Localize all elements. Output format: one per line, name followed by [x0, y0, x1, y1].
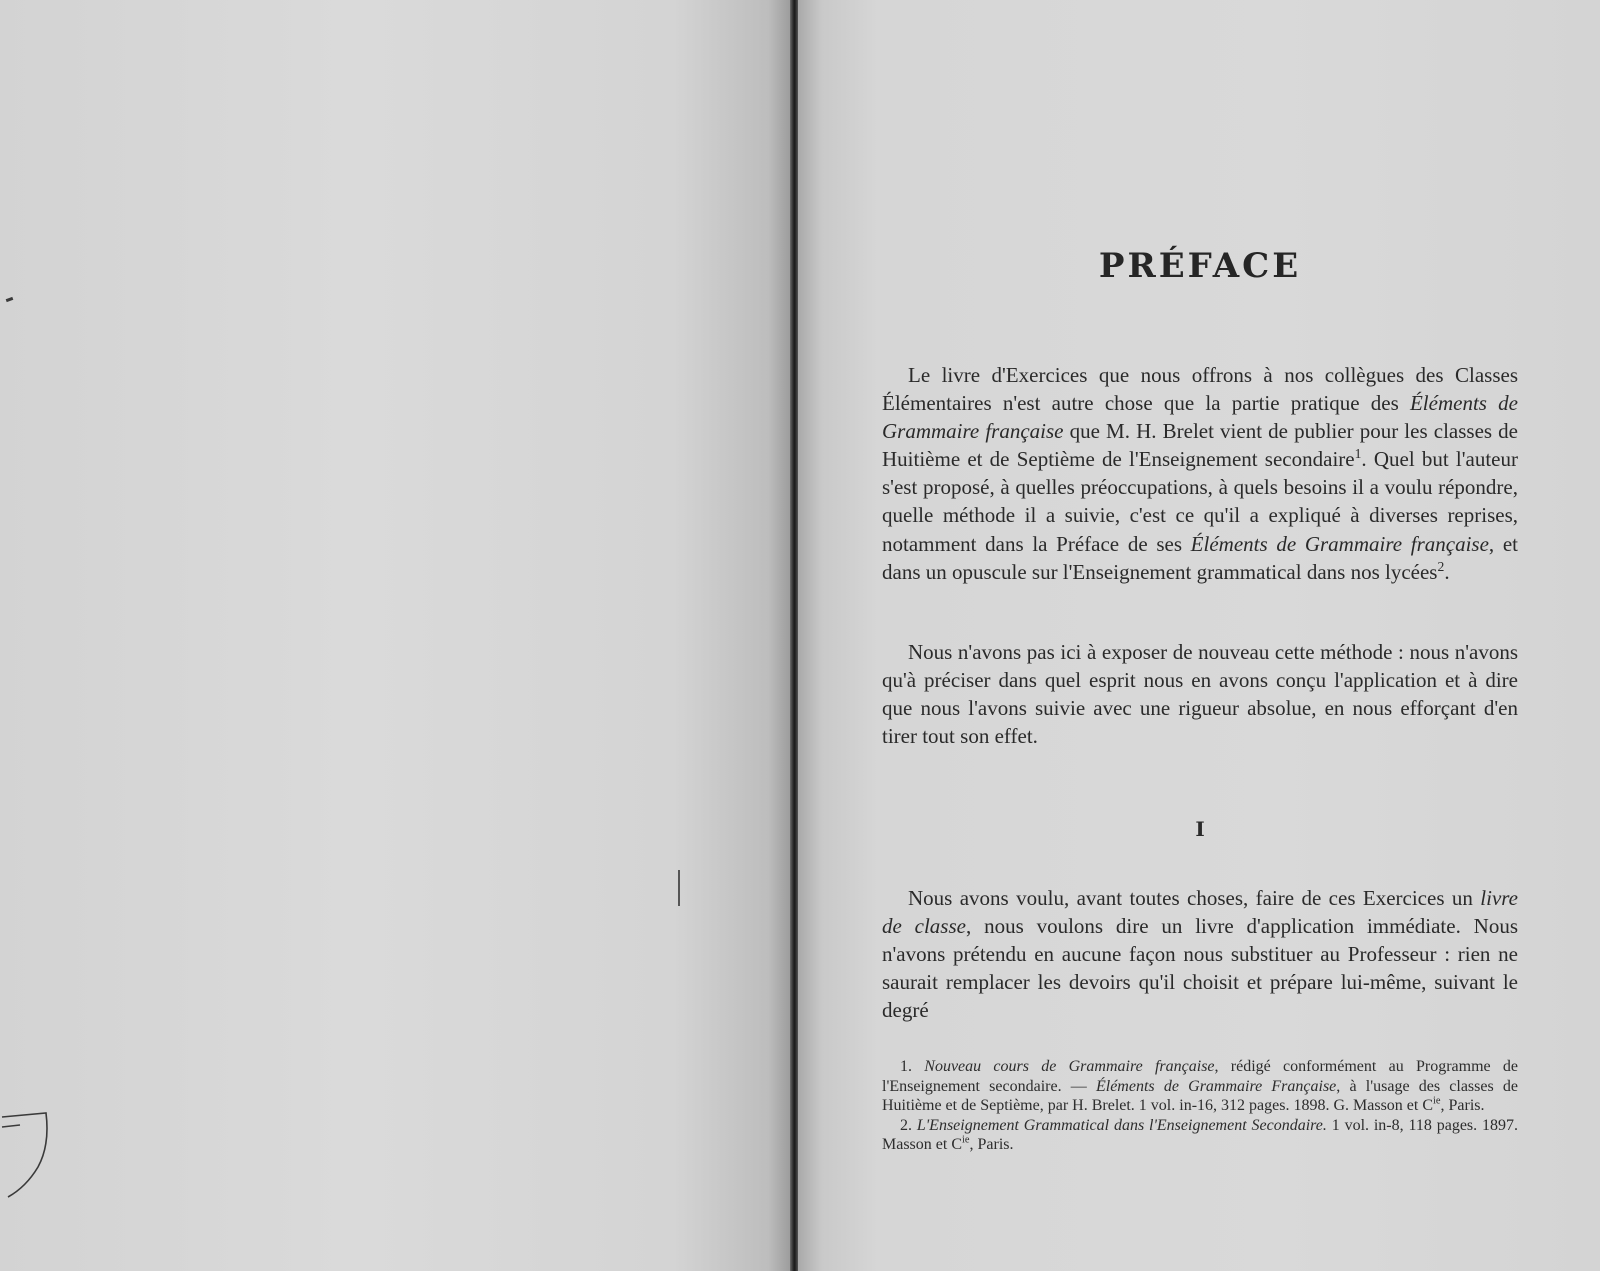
section-number: I: [1195, 817, 1205, 841]
footnote-ref-1: 1: [1354, 446, 1362, 462]
paragraph-2: Nous n'avons pas ici à exposer de nouveau cette méthode : nous n'avons qu'à préciser dans quel esprit nous en avons conçu l'application et à dire que nous l'avons suivie avec une rigueur absolue, en nous efforçant d'en tirer tout son effet.: [882, 640, 1518, 749]
italic-title: Éléments de Grammaire française: [882, 391, 1518, 444]
page-title: PRÉFACE: [1098, 246, 1302, 286]
footnotes: [882, 1057, 1518, 1155]
footnote-2: 2. L'Enseignement Grammatical dans l'Enseignement Secondaire. 1 vol. in-8, 118 pages. 1897. Masson et $C^{ie}$, Paris.: [882, 1116, 1519, 1154]
paragraph-3: Nous avons voulu, avant toutes choses, faire de ces Exercices un livre de classe, nous voulons dire un livre d'application immédiate. Nous n'avons prétendu en aucune façon nous substituer au Professeur : rien ne saurait remplacer les devoirs qu'il choisit et prépare lui-même, suivant le degré: [882, 886, 1518, 1023]
pencil-tick: [678, 870, 680, 906]
book-gutter: [790, 0, 798, 1271]
footnote-ref-2: 2: [1437, 558, 1445, 574]
pencil-scribble: [0, 1105, 60, 1205]
italic-phrase: livre de classe: [882, 886, 1518, 939]
left-page-blank: [0, 0, 792, 1271]
paragraph-1: Le livre d'Exercices que nous offrons à nos collègues des Classes Élémentaires n'est autre chose que la partie pratique des Éléments de Grammaire française que M. H. Brelet vient de publier pour les classes de Huitième et de Septième de l'Enseignement secondaire$^1$. Quel but l'auteur s'est proposé, à quelles préoccupations, à quels besoins il a voulu répondre, quelle méthode il a suivie, c'est ce qu'il a expliqué à diverses reprises, notamment dans la Préface de ses Éléments de Grammaire française, et dans un opuscule sur l'Enseignement grammatical dans nos lycées$^2$.: [882, 363, 1519, 584]
footnote-1: 1. Nouveau cours de Grammaire française, rédigé conformément au Programme de l'Enseignement secondaire. — Éléments de Grammaire Française, à l'usage des classes de Huitième et de Septième, par H. Brelet. 1 vol. in-16, 312 pages. 1898. G. Masson et $C^{ie}$, Paris.: [882, 1058, 1519, 1115]
italic-title: Éléments de Grammaire française: [1190, 531, 1489, 556]
